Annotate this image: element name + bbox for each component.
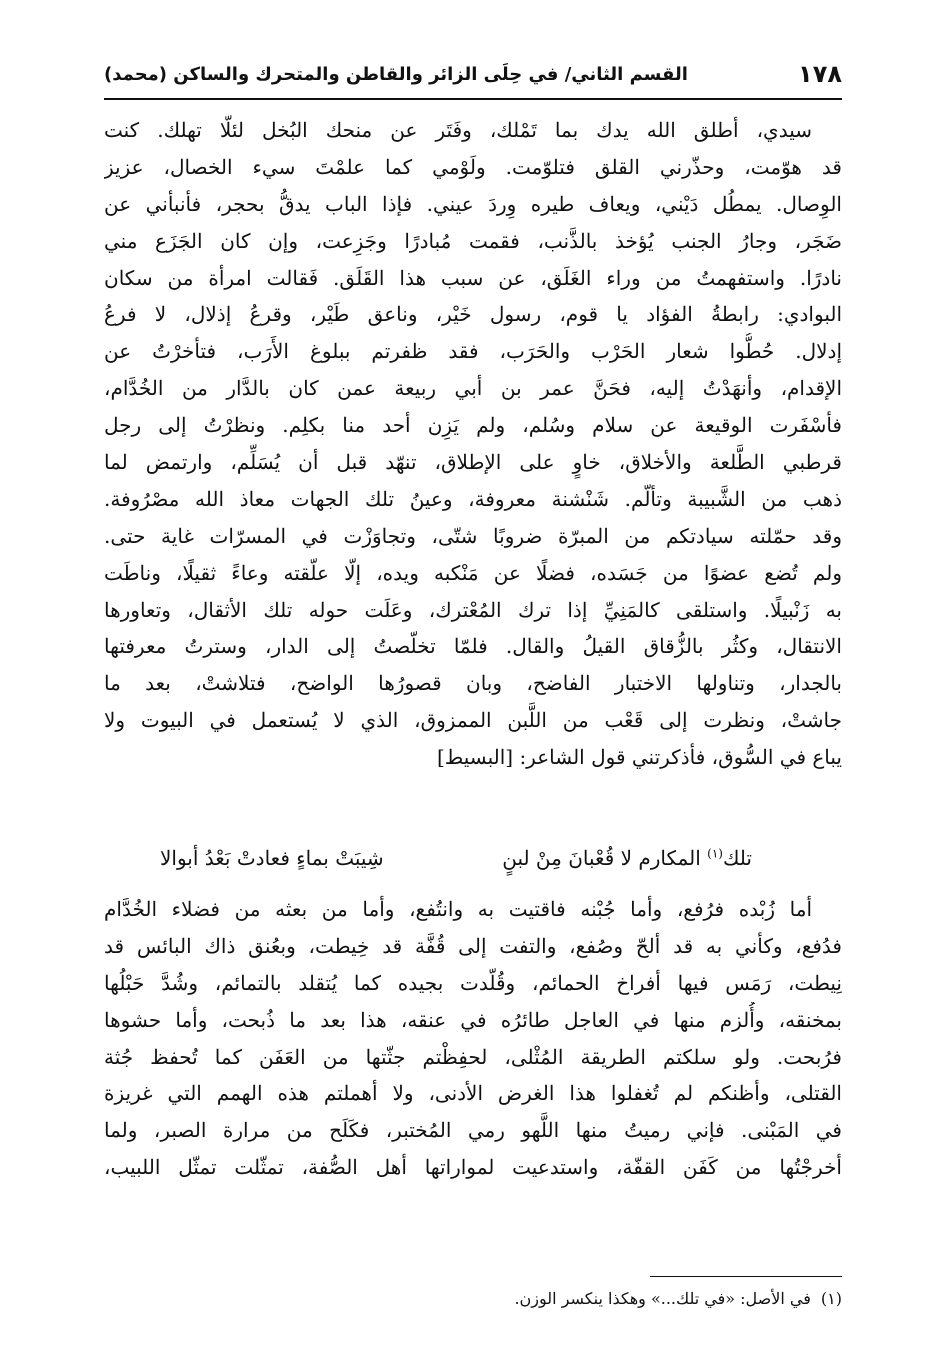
header-rule: [104, 98, 842, 100]
text-line: سيدي، أطلق الله يدك بما تَمْلك، وفَتَر عن منحك البُخل لئلّا تهلك. كنت: [104, 118, 812, 142]
text-line: نِيطت، رَمَس فيها أفراخ الحمائم، وقُلّدت بجيده كما يُتقلد بالتمائم، وشُدَّ حَبْلُها: [104, 970, 842, 995]
text-line: ولم تُضع عضوًا من جَسَده، فضلًا عن مَنْكبه ويده، إلّا علّقته وعاءً ثقيلًا، وناطَت: [104, 560, 842, 585]
text-line: يباع في السُّوق، فأذكرتني قول الشاعر: [البسيط]: [436, 745, 842, 770]
text-line: الوِصال. يمطُل دَيْني، ويعاف طيره وِردَ عيني. فإذا الباب يدقُّ بحجر، فأنبأني عن: [104, 191, 842, 216]
text-line: ضَجَر، وجارُ الجنب يُؤخذ بالذَّنب، فقمت مُبادرًا وجَزِعت، وإن كان الجَزَع مني: [104, 228, 842, 253]
text-line: فرُبحت. ولو سلكتم الطريقة المُثْلى، لحفِظْتم جثّتها من العَفَن كما تُحفظ جُثة: [104, 1044, 842, 1069]
footnote-rule: [650, 1276, 842, 1277]
text-line: بالجدار، وتناولها الاختبار الفاضح، وبان قصورُها الواضح، فتلاشتْ، بعد ما: [104, 671, 842, 696]
text-line: أخرجْتُها من كَفَن القفّة، واستدعيت لمواراتها أهل الصُّفة، تمثّلت تمثّل اللبيب،: [104, 1155, 842, 1180]
text-line: به زَنْبيلًا. واستلقى كالمَنِيِّ إذا ترك المُعْترك، وعَلَت حوله تلك الأثقال، وتعاورها: [104, 597, 842, 622]
text-line: قد هوّمت، وحذّرني القلق فتلوّمت. ولَوْمي كما علمْتَ سيء الخصال، عزيز: [104, 154, 842, 179]
text-line: فأسْفَرت الوقيعة عن سلام وسُلم، ولم يَزِن أحد منا بكلِم. ونظرْتُ إلى رجل: [104, 413, 842, 438]
footnote: [104, 1286, 842, 1312]
main-text-block: [104, 112, 842, 776]
first-hemistich-rest: المكارم لا قُعْبانَ مِنْ لبنٍ: [502, 846, 708, 870]
running-head: [104, 52, 842, 96]
footnote-number: (١): [820, 1289, 842, 1308]
text-line: إدلال. حُطُّوا شعار الحَرْب والحَرَب، فقد ظفرتم ببلوغ الأَرَب، فتأخرْتُ عن: [104, 339, 842, 364]
footnote-marker[interactable]: (١): [707, 846, 723, 861]
text-line: القتلى، وأظنكم لم تُغفلوا هذا الغرض الأدنى، ولا أهملتم هذه الهمم التي غريزة: [104, 1081, 842, 1106]
text-line: قرطبي الطَّلعة والأخلاق، خاوٍ على الإطلاق، تنهّد قبل أن يُسَلِّم، وارتمض لما: [104, 450, 842, 475]
text-line: نادرًا. واستفهمتُ من وراء الغَلَق، عن سبب هذا القَلَق. فَقالت امرأة من سكان: [104, 265, 842, 290]
text-line: الانتقال، وكثُر بالزُّقاق القيلُ والقال. فلمّا تخلّصتُ إلى الدار، وسترتُ معرفتها: [104, 634, 842, 659]
main-text-block-continued: [104, 891, 842, 1186]
text-line: جاشتْ، ونظرت إلى قَعْب من اللَّبن الممزوق، الذي لا يُستعمل في البيوت ولا: [104, 708, 842, 733]
text-line: فدُفع، وكأني به قد ألحّ وصُفع، والتفت إلى قُفَّة قد خِيطت، وبعُنق ذاك البائس قد: [104, 933, 842, 958]
text-line: وقد حمّلته سيادتكم من المبرّة ضروبًا شتّى، وتجاوَزْت في المسرّات غاية حتى.: [104, 523, 842, 548]
text-line: البوادي: رابطةُ الفؤاد يا قوم، رسول خَيْر، وناعق طَيْر، وقرعُ إذلال، لا فرعُ: [104, 302, 842, 327]
text-line: ذهب من الشَّبيبة وتألّم. شَنْشنة معروفة، وعينُ تلك الجهات معاذ الله مصْرُوفة.: [104, 486, 842, 511]
text-line: في المَبْنى. فإني رميتُ منها اللَّهو رمي المُختبر، فكَلَح من مرارة الصبر، ولما: [104, 1118, 842, 1143]
text-line: أما زُبْده فرُفع، وأما جُبْنه فاقتيت به وانتُفع، وأما من بعثه من فضلاء الخُدَّام: [104, 897, 812, 921]
text-line: بمخنقه، وأُلزم منها في العاجل طائرُه في عنقه، هذا بعد ما ذُبحت، وأما حشوها: [104, 1007, 842, 1032]
page-number: ١٧٨: [798, 60, 842, 88]
first-hemistich-word: تلك: [722, 846, 752, 870]
text-line: الإقدام، وأنهَدْتُ إليه، فحَنَّ عمر بن أبي ربيعة عمن كان بالدَّار من الخُدَّام،: [104, 376, 842, 401]
first-hemistich: [502, 838, 752, 878]
second-hemistich: شِيبَتْ بماءٍ فعادتْ بَعْدُ أبوالا: [160, 846, 384, 870]
poetry-verse: [104, 838, 842, 878]
running-head-title: القسم الثاني/ في حِلَى الزائر والقاطن والمتحرك والساكن (محمد): [104, 63, 688, 85]
footnote-text: في الأصل: «في تلك...» وهكذا ينكسر الوزن.: [514, 1289, 811, 1308]
